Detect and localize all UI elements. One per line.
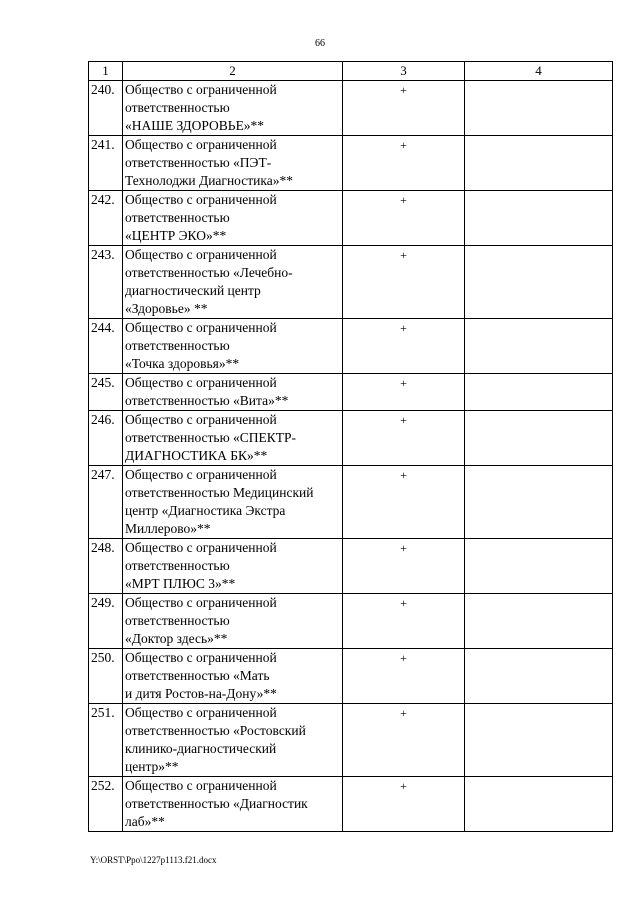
organization-name-line: клинико-диагностический <box>125 741 277 756</box>
row-number: 241. <box>89 136 123 191</box>
organization-name-line: «Точка здоровья»** <box>125 356 240 371</box>
organization-name-line: Технолоджи Диагностика»** <box>125 173 293 188</box>
col3-mark: + <box>343 411 465 466</box>
col3-mark: + <box>343 246 465 319</box>
organization-name-line: «ЦЕНТР ЭКО»** <box>125 228 227 243</box>
col4-cell <box>465 191 613 246</box>
row-number: 240. <box>89 81 123 136</box>
table-row <box>89 246 613 319</box>
organization-name-line: ответственностью «Ростовский <box>125 723 306 738</box>
organization-name-line: Общество с ограниченной <box>125 467 277 482</box>
col3-mark: + <box>343 594 465 649</box>
table-row <box>89 411 613 466</box>
organization-name-line: ответственностью «Мать <box>125 668 270 683</box>
col3-mark: + <box>343 81 465 136</box>
row-number: 252. <box>89 777 123 832</box>
col4-cell <box>465 81 613 136</box>
organization-name-line: Общество с ограниченной <box>125 778 277 793</box>
organization-name-line: «Здоровье» ** <box>125 301 208 316</box>
organization-name-line: Общество с ограниченной <box>125 705 277 720</box>
organization-name-line: центр «Диагностика Экстра <box>125 503 286 518</box>
organization-name <box>123 777 343 832</box>
organization-name-line: Общество с ограниченной <box>125 650 277 665</box>
col3-mark: + <box>343 649 465 704</box>
organization-name <box>123 81 343 136</box>
table-row <box>89 136 613 191</box>
col4-cell <box>465 594 613 649</box>
table-body <box>89 81 613 832</box>
col3-mark: + <box>343 777 465 832</box>
col3-mark: + <box>343 704 465 777</box>
row-number: 249. <box>89 594 123 649</box>
organization-name <box>123 136 343 191</box>
table-row <box>89 191 613 246</box>
organization-name-line: «Доктор здесь»** <box>125 631 228 646</box>
organization-name-line: ответственностью «ПЭТ- <box>125 155 272 170</box>
col3-mark: + <box>343 136 465 191</box>
col4-cell <box>465 136 613 191</box>
row-number: 245. <box>89 374 123 411</box>
table-row <box>89 466 613 539</box>
organization-name-line: лаб»** <box>125 814 165 829</box>
organization-name-line: ответственностью <box>125 338 230 353</box>
row-number: 242. <box>89 191 123 246</box>
row-number: 243. <box>89 246 123 319</box>
row-number: 248. <box>89 539 123 594</box>
table-row <box>89 704 613 777</box>
row-number: 246. <box>89 411 123 466</box>
row-number: 244. <box>89 319 123 374</box>
table-row <box>89 649 613 704</box>
table-row <box>89 81 613 136</box>
organization-name-line: и дитя Ростов-на-Дону»** <box>125 686 277 701</box>
organization-name-line: Миллерово»** <box>125 521 211 536</box>
organization-name-line: центр»** <box>125 759 179 774</box>
organization-name-line: Общество с ограниченной <box>125 247 277 262</box>
organization-name <box>123 649 343 704</box>
organization-name-line: Общество с ограниченной <box>125 320 277 335</box>
organization-name-line: ответственностью «СПЕКТР- <box>125 430 297 445</box>
organization-name-line: Общество с ограниченной <box>125 375 277 390</box>
organization-name-line: Общество с ограниченной <box>125 137 277 152</box>
col4-cell <box>465 466 613 539</box>
organization-name-line: ДИАГНОСТИКА БК»** <box>125 448 268 463</box>
header-col-4: 4 <box>465 62 613 81</box>
organization-name-line: Общество с ограниченной <box>125 82 277 97</box>
col4-cell <box>465 539 613 594</box>
organization-name-line: «НАШЕ ЗДОРОВЬЕ»** <box>125 118 265 133</box>
col4-cell <box>465 777 613 832</box>
organization-name <box>123 191 343 246</box>
header-row <box>89 62 613 81</box>
header-col-2: 2 <box>123 62 343 81</box>
organization-name-line: ответственностью «Вита»** <box>125 393 289 408</box>
page-number: 66 <box>315 38 325 49</box>
table-row <box>89 319 613 374</box>
organization-name <box>123 539 343 594</box>
col4-cell <box>465 319 613 374</box>
organization-name <box>123 374 343 411</box>
table-row <box>89 539 613 594</box>
organization-name <box>123 704 343 777</box>
document-table <box>88 61 613 832</box>
organization-name-line: ответственностью <box>125 100 230 115</box>
organization-name-line: ответственностью <box>125 210 230 225</box>
col4-cell <box>465 374 613 411</box>
col4-cell <box>465 246 613 319</box>
organization-name-line: ответственностью «Диагностик <box>125 796 308 811</box>
organization-name-line: ответственностью <box>125 613 230 628</box>
col4-cell <box>465 649 613 704</box>
organization-name-line: Общество с ограниченной <box>125 412 277 427</box>
organization-name-line: Общество с ограниченной <box>125 540 277 555</box>
organization-name <box>123 319 343 374</box>
organization-name-line: ответственностью «Лечебно- <box>125 265 293 280</box>
organization-name-line: «МРТ ПЛЮС 3»** <box>125 576 236 591</box>
col3-mark: + <box>343 374 465 411</box>
col3-mark: + <box>343 191 465 246</box>
row-number: 250. <box>89 649 123 704</box>
organization-name-line: ответственностью <box>125 558 230 573</box>
table-header <box>89 62 613 81</box>
col3-mark: + <box>343 539 465 594</box>
organization-name <box>123 246 343 319</box>
organization-name-line: ответственностью Медицинский <box>125 485 314 500</box>
footer-file-path: Y:\ORST\Ppo\1227p1113.f21.docx <box>90 855 217 865</box>
col3-mark: + <box>343 319 465 374</box>
organization-name <box>123 411 343 466</box>
organization-name-line: диагностический центр <box>125 283 261 298</box>
table-row <box>89 594 613 649</box>
header-col-3: 3 <box>343 62 465 81</box>
organization-name-line: Общество с ограниченной <box>125 595 277 610</box>
col4-cell <box>465 704 613 777</box>
table-row <box>89 777 613 832</box>
row-number: 251. <box>89 704 123 777</box>
header-col-1: 1 <box>89 62 123 81</box>
row-number: 247. <box>89 466 123 539</box>
organization-name <box>123 466 343 539</box>
table-row <box>89 374 613 411</box>
organization-name <box>123 594 343 649</box>
col4-cell <box>465 411 613 466</box>
organization-name-line: Общество с ограниченной <box>125 192 277 207</box>
col3-mark: + <box>343 466 465 539</box>
